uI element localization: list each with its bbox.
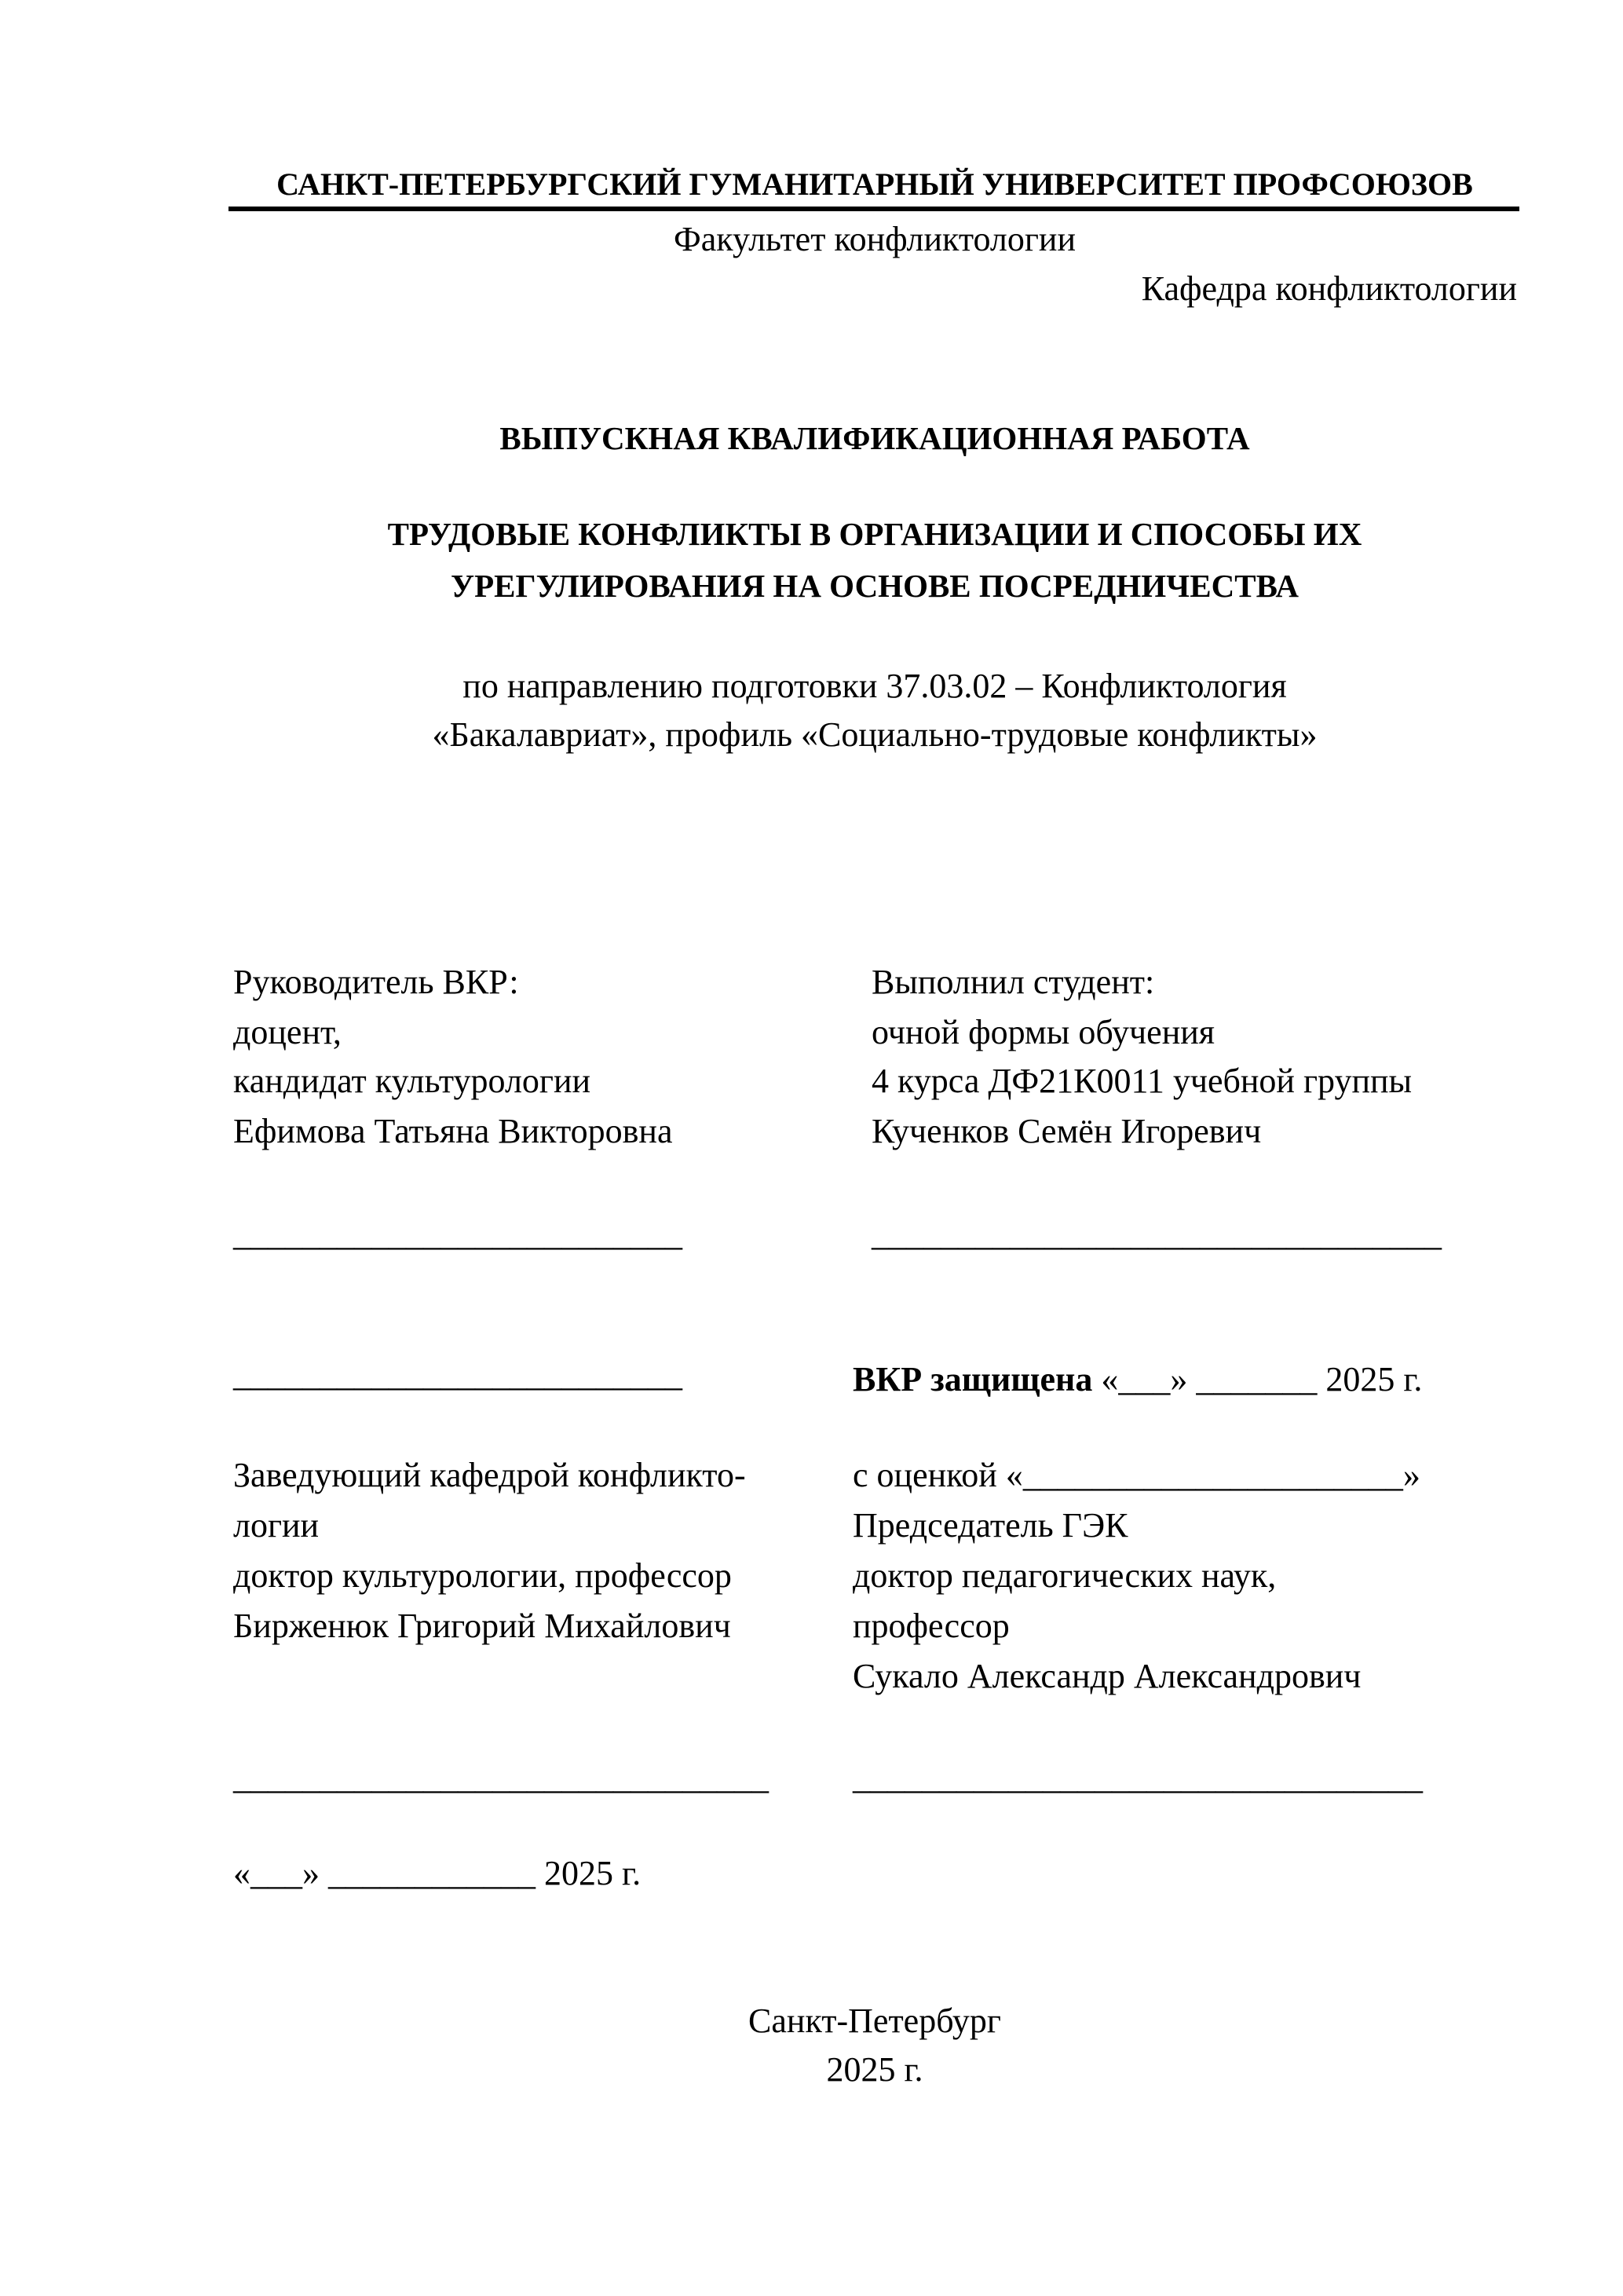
department-name: Кафедра конфликтологии xyxy=(1141,269,1517,308)
supervisor-date-line: __________________________ xyxy=(233,1355,682,1394)
head-name: Бирженюк Григорий Михайлович xyxy=(233,1607,731,1645)
chair-degree: доктор педагогических наук, xyxy=(853,1556,1277,1595)
supervisor-signature-line: __________________________ xyxy=(233,1215,682,1253)
footer-year: 2025 г. xyxy=(826,2050,923,2089)
head-title-line-2: логии xyxy=(233,1506,320,1545)
student-label: Выполнил студент: xyxy=(872,963,1155,1001)
student-signature-line: _________________________________ xyxy=(872,1215,1442,1253)
head-signature-line: _______________________________ xyxy=(233,1758,769,1797)
student-form: очной формы обучения xyxy=(872,1013,1215,1051)
supervisor-label: Руководитель ВКР: xyxy=(233,963,519,1001)
supervisor-name: Ефимова Татьяна Викторовна xyxy=(233,1112,673,1150)
student-group: 4 курса ДФ21К0011 учебной группы xyxy=(872,1062,1413,1100)
chair-signature-line: _________________________________ xyxy=(853,1758,1423,1797)
chair-position: профессор xyxy=(853,1607,1010,1645)
chair-title: Председатель ГЭК xyxy=(853,1506,1128,1545)
header-rule xyxy=(228,207,1519,211)
head-date: «___» ____________ 2025 г. xyxy=(233,1854,642,1892)
faculty-name: Факультет конфликтологии xyxy=(673,220,1076,258)
topic-line-2: УРЕГУЛИРОВАНИЯ НА ОСНОВЕ ПОСРЕДНИЧЕСТВА xyxy=(451,568,1299,604)
student-name: Кученков Семён Игоревич xyxy=(872,1112,1262,1150)
head-degree: доктор культурологии, профессор xyxy=(233,1556,732,1595)
direction-line-1: по направлению подготовки 37.03.02 – Конфликтология xyxy=(462,667,1287,705)
defense-date xyxy=(853,1355,1422,1405)
chair-name: Сукало Александр Александрович xyxy=(853,1657,1362,1695)
head-title-line-1: Заведующий кафедрой конфликто- xyxy=(233,1456,746,1494)
supervisor-degree: кандидат культурологии xyxy=(233,1062,591,1100)
topic-line-1: ТРУДОВЫЕ КОНФЛИКТЫ В ОРГАНИЗАЦИИ И СПОСОБЫ ИХ xyxy=(387,516,1362,552)
defense-label: ВКР защищена xyxy=(853,1360,1093,1398)
defense-grade: с оценкой «______________________» xyxy=(853,1456,1420,1494)
direction-line-2: «Бакалавриат», профиль «Социально-трудовые конфликты» xyxy=(432,715,1318,754)
work-type: ВЫПУСКНАЯ КВАЛИФИКАЦИОННАЯ РАБОТА xyxy=(499,420,1250,456)
supervisor-position: доцент, xyxy=(233,1013,342,1051)
university-name: САНКТ-ПЕТЕРБУРГСКИЙ ГУМАНИТАРНЫЙ УНИВЕРСИТЕТ ПРОФСОЮЗОВ xyxy=(276,166,1473,202)
footer-city: Санкт-Петербург xyxy=(748,2002,1001,2040)
defense-date-text: «___» _______ 2025 г. xyxy=(1092,1360,1423,1398)
